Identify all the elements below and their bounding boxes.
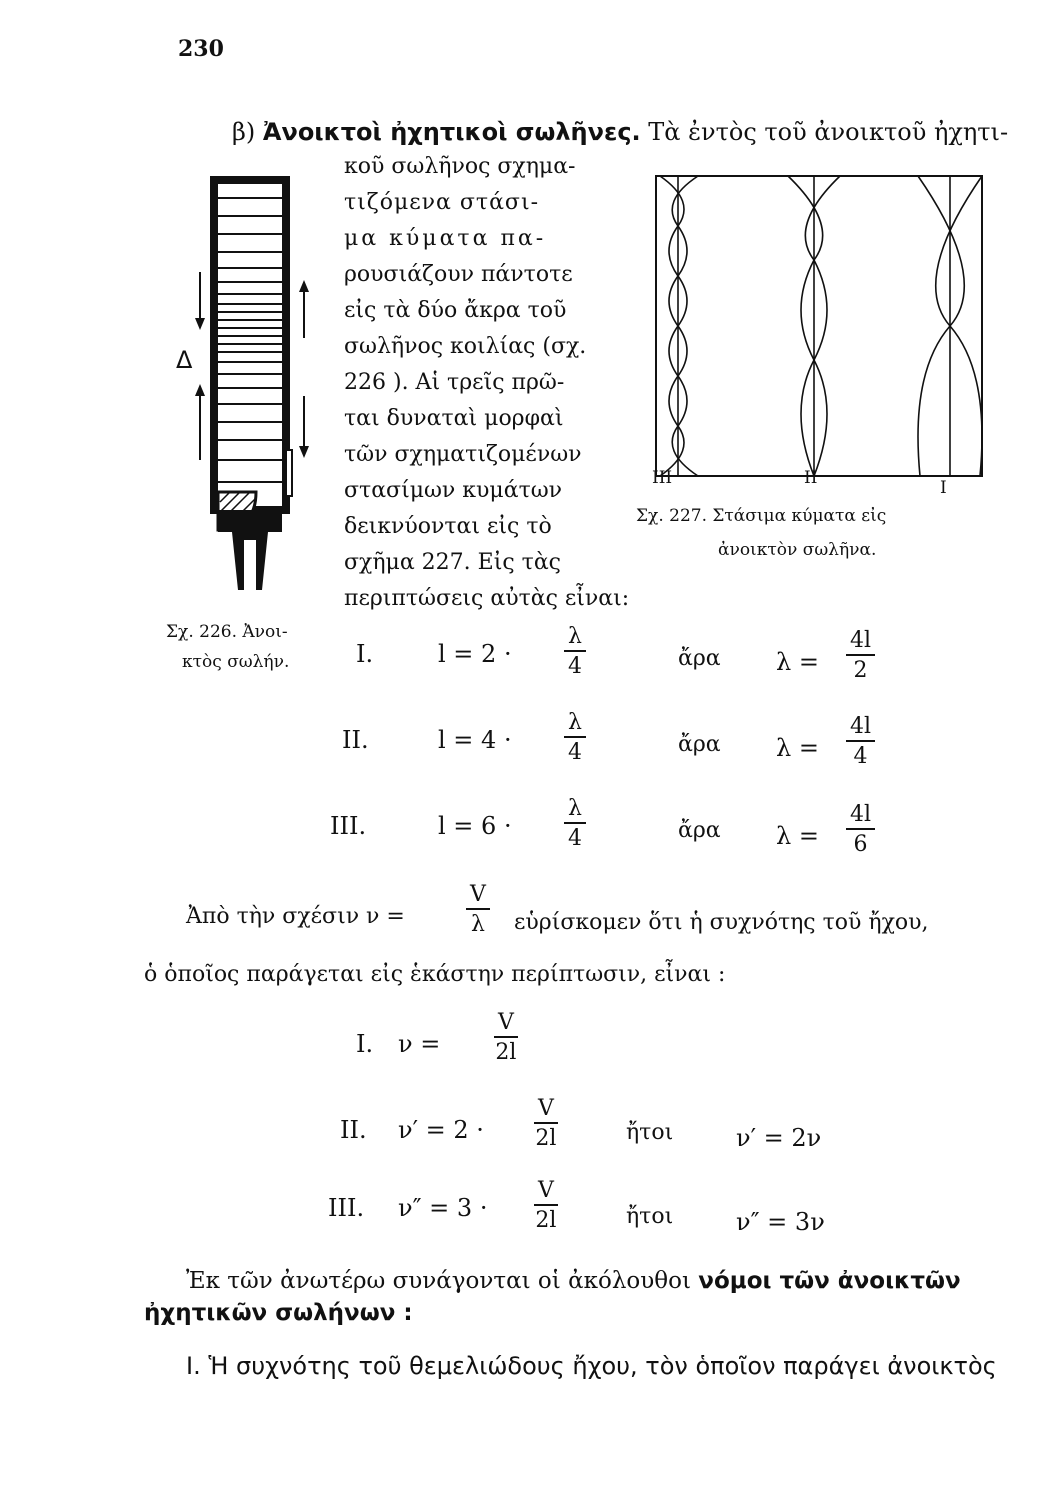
- relation-post: εὑρίσκομεν ὅτι ἡ συχνότης τοῦ ἤχου,: [514, 910, 929, 935]
- body-line: τιζόμενα στάσι-: [344, 190, 540, 215]
- delta-label: Δ: [176, 346, 193, 374]
- freq-roman: I.: [356, 1030, 374, 1058]
- frac-den: 6: [853, 832, 868, 857]
- body-line: μα κύματα πα-: [344, 226, 547, 251]
- freq-fraction: [534, 1178, 558, 1233]
- case-result-fraction: [846, 628, 875, 683]
- freq-fraction: [494, 1010, 518, 1065]
- fig227-caption-line: Σχ. 227. Στάσιμα κύματα εἰς: [636, 506, 887, 526]
- freq-itoi: ἤτοι: [626, 1120, 674, 1145]
- laws-intro-line: [186, 1268, 961, 1294]
- frac-num: λ: [564, 710, 586, 738]
- open-tube-figure: [186, 170, 336, 610]
- case-lhs: l = 4 ·: [438, 726, 512, 754]
- frac-num: λ: [564, 796, 586, 824]
- case-result-fraction: [846, 802, 875, 857]
- standing-waves-figure: [650, 160, 990, 500]
- body-line: κοῦ σωλῆνος σχημα-: [344, 154, 576, 179]
- freq-fraction: [534, 1096, 558, 1151]
- body-line: σχῆμα 227. Εἰς τὰς: [344, 550, 562, 575]
- body-line: περιπτώσεις αὐτὰς εἶναι:: [344, 586, 630, 611]
- fig226-caption-line: κτὸς σωλήν.: [182, 652, 290, 672]
- frac-num: V: [466, 882, 490, 910]
- freq-lhs: ν″ = 3 ·: [398, 1194, 488, 1222]
- case-fraction: [564, 796, 586, 851]
- section-heading: [232, 118, 1008, 146]
- fig227-label-ii: II: [804, 468, 818, 488]
- case-lhs: l = 2 ·: [438, 640, 512, 668]
- freq-roman: III.: [328, 1194, 365, 1222]
- frac-den: 2l: [495, 1040, 517, 1065]
- freq-result: ν′ = 2ν: [736, 1124, 822, 1152]
- frac-num: V: [534, 1178, 558, 1206]
- body-line: σωλῆνος κοιλίας (σχ.: [344, 334, 587, 359]
- frac-den: 2l: [535, 1208, 557, 1233]
- case-fraction: [564, 624, 586, 679]
- case-roman: II.: [342, 726, 369, 754]
- relation-pre: Ἀπὸ τὴν σχέσιν ν =: [186, 904, 405, 929]
- fig227-caption-line: ἀνοικτὸν σωλῆνα.: [718, 540, 877, 560]
- case-rhs: λ =: [776, 822, 819, 850]
- body-line: ρουσιάζουν πάντοτε: [344, 262, 573, 287]
- case-ara: ἄρα: [678, 732, 721, 757]
- freq-lhs: ν′ = 2 ·: [398, 1116, 484, 1144]
- frac-den: 4: [567, 826, 582, 851]
- relation-fraction: [466, 882, 490, 937]
- case-ara: ἄρα: [678, 818, 721, 843]
- freq-itoi: ἤτοι: [626, 1204, 674, 1229]
- laws-intro: Ἐκ τῶν ἀνωτέρω συνάγονται οἱ ἀκόλουθοι: [186, 1268, 691, 1294]
- body-line: τῶν σχηματιζομένων: [344, 442, 582, 467]
- case-roman: III.: [330, 812, 367, 840]
- case-fraction: [564, 710, 586, 765]
- frac-den: 4: [853, 744, 868, 769]
- case-lhs: l = 6 ·: [438, 812, 512, 840]
- body-line: δεικνύονται εἰς τὸ: [344, 514, 552, 539]
- body-line: εἰς τὰ δύο ἄκρα τοῦ: [344, 298, 567, 323]
- laws-bold-1: νόμοι τῶν ἀνοικτῶν: [698, 1268, 961, 1294]
- fig226-caption-line: Σχ. 226. Ἀνοι-: [166, 622, 288, 642]
- case-result-fraction: [846, 714, 875, 769]
- case-roman: I.: [356, 640, 374, 668]
- frac-num: λ: [564, 624, 586, 652]
- freq-lhs: ν =: [398, 1030, 441, 1058]
- section-lead: Τὰ ἐντὸς τοῦ ἀνοικτοῦ ἠχητι-: [648, 118, 1009, 146]
- laws-bold-2: ἠχητικῶν σωλήνων :: [144, 1300, 413, 1326]
- frac-num: 4l: [846, 714, 875, 742]
- section-title: Ἀνοικτοὶ ἠχητικοὶ σωλῆνες.: [262, 118, 641, 146]
- case-rhs: λ =: [776, 648, 819, 676]
- law-first: I. Ἡ συχνότης τοῦ θεμελιώδους ἤχου, τὸν ὁποῖον παράγει ἀνοικτὸς: [186, 1352, 997, 1380]
- frac-num: V: [534, 1096, 558, 1124]
- case-ara: ἄρα: [678, 646, 721, 671]
- freq-result: ν″ = 3ν: [736, 1208, 825, 1236]
- frac-den: 4: [567, 654, 582, 679]
- fig227-label-i: I: [940, 478, 947, 498]
- frac-num: 4l: [846, 628, 875, 656]
- body-line: στασίμων κυμάτων: [344, 478, 563, 503]
- relation-line2: ὁ ὁποῖος παράγεται εἰς ἑκάστην περίπτωσιν, εἶναι :: [144, 962, 726, 987]
- body-line: 226 ). Αἱ τρεῖς πρῶ-: [344, 370, 565, 395]
- frac-num: V: [494, 1010, 518, 1038]
- frac-den: λ: [470, 912, 485, 937]
- body-line: ται δυναταὶ μορφαὶ: [344, 406, 564, 431]
- fig227-label-iii: III: [652, 468, 673, 488]
- case-rhs: λ =: [776, 734, 819, 762]
- section-label: β): [232, 118, 256, 146]
- frac-den: 4: [567, 740, 582, 765]
- frac-num: 4l: [846, 802, 875, 830]
- page-number: 230: [178, 36, 224, 62]
- freq-roman: II.: [340, 1116, 367, 1144]
- frac-den: 2l: [535, 1126, 557, 1151]
- frac-den: 2: [853, 658, 868, 683]
- laws-heading-line: [144, 1300, 413, 1326]
